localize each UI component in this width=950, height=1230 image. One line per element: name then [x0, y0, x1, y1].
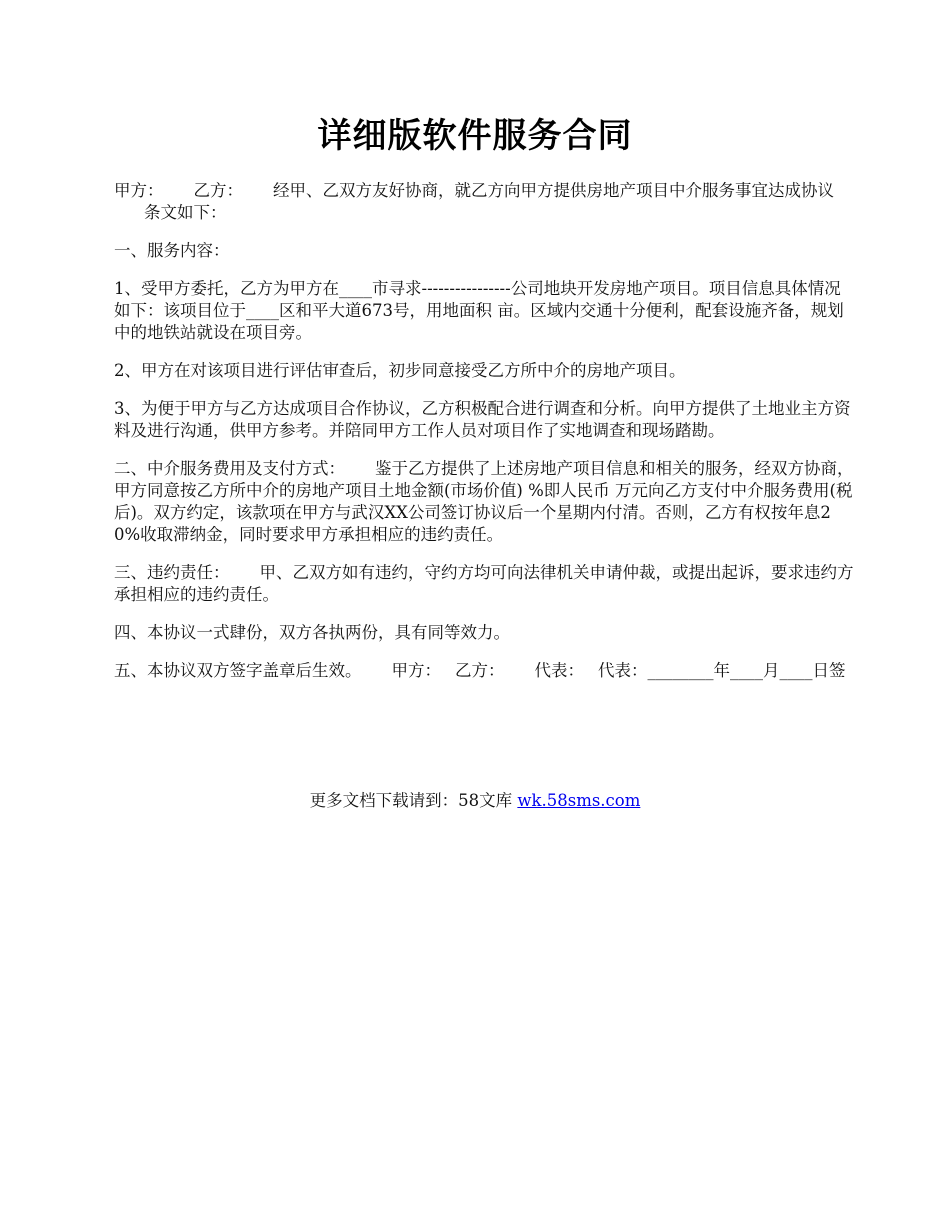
- clause-1: 1、受甲方委托，乙方为甲方在____市寻求----------------公司地块开发房地产项目。项目信息具体情况如下：该项目位于____区和平大道673号，用地面积 亩。区域内交通十分便利，配套设施齐备，规划中的地铁站就设在项目旁。: [114, 279, 844, 342]
- section-2-paragraph: [114, 458, 854, 546]
- party-b-label: 乙方：: [193, 181, 243, 200]
- section-3-heading: 三、违约责任：: [114, 563, 230, 582]
- document-body: [114, 180, 854, 698]
- section-5-text: 五、本协议双方签字盖章后生效。: [114, 661, 362, 680]
- section-3-text: 甲、乙双方如有违约，守约方均可向法律机关申请仲裁，或提出起诉，要求违约方承担相应的违约责任。: [114, 563, 854, 604]
- footer-text: 更多文档下载请到：58文库: [309, 791, 518, 810]
- section-2-text: 鉴于乙方提供了上述房地产项目信息和相关的服务，经双方协商，甲方同意按乙方所中介的房地产项目土地金额(市场价值) %即人民币 万元向乙方支付中介服务费用(税后)。双方约定，该款项在甲方与武汉XX公司签订协议后一个星期内付清。否则，乙方有权按年息20%收取滞纳金，同时要求甲方承担相应的违约责任。: [114, 459, 854, 544]
- footer: [0, 790, 950, 812]
- signature-rep-b-date: 代表：________年____月____日签: [598, 661, 846, 680]
- signature-rep-a: 代表：: [534, 661, 584, 680]
- intro-paragraph: [114, 180, 854, 224]
- section-5-paragraph: [114, 660, 854, 682]
- footer-link[interactable]: wk.58sms.com: [517, 791, 641, 810]
- signature-party-a: 甲方：: [391, 661, 441, 680]
- section-2-heading: 二、中介服务费用及支付方式：: [114, 459, 345, 478]
- signature-party-b: 乙方：: [455, 661, 505, 680]
- clause-3: 3、为便于甲方与乙方达成项目合作协议，乙方积极配合进行调查和分析。向甲方提供了土地业主方资料及进行沟通，供甲方参考。并陪同甲方工作人员对项目作了实地调查和现场踏勘。: [114, 399, 851, 440]
- intro-text: 经甲、乙双方友好协商，就乙方向甲方提供房地产项目中介服务事宜达成协议: [273, 181, 834, 200]
- section-4: 四、本协议一式肆份，双方各执两份，具有同等效力。: [114, 623, 510, 642]
- intro-text-end: 条文如下：: [144, 203, 227, 222]
- section-1-heading: 一、服务内容：: [114, 241, 230, 260]
- party-a-label: 甲方：: [114, 181, 164, 200]
- section-3-paragraph: [114, 562, 854, 606]
- document-title: 详细版软件服务合同: [317, 116, 633, 156]
- clause-2: 2、甲方在对该项目进行评估审查后，初步同意接受乙方所中介的房地产项目。: [114, 361, 686, 380]
